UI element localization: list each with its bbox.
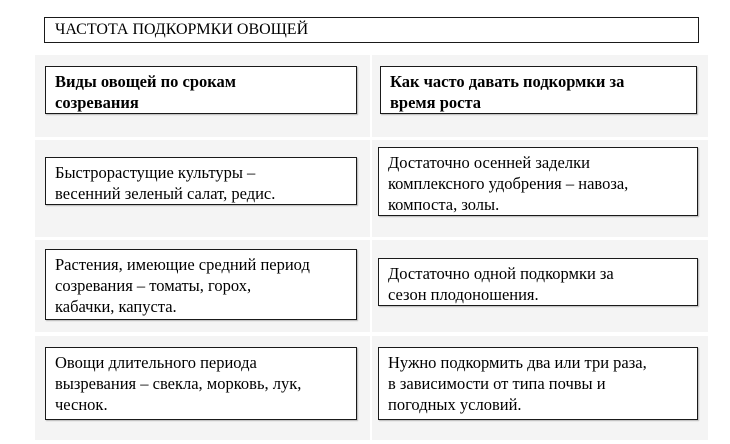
page-title: ЧАСТОТА ПОДКОРМКИ ОВОЩЕЙ xyxy=(44,17,699,43)
row3-feeding-frequency: Нужно подкормить два или три раза, в зависимости от типа почвы и погодных условий. xyxy=(378,347,698,420)
row3-vegetable-type: Овощи длительного периода вызревания – свекла, морковь, лук, чеснок. xyxy=(45,347,357,420)
header-vegetable-types: Виды овощей по срокам созревания xyxy=(45,66,357,114)
row1-feeding-frequency: Достаточно осенней заделки комплексного удобрения – навоза, компоста, золы. xyxy=(378,147,698,216)
header-feeding-frequency: Как часто давать подкормки за время роста xyxy=(380,66,697,114)
row2-vegetable-type: Растения, имеющие средний период созревания – томаты, горох, кабачки, капуста. xyxy=(45,249,357,320)
row2-feeding-frequency: Достаточно одной подкормки за сезон плодоношения. xyxy=(378,258,698,306)
row1-vegetable-type: Быстрорастущие культуры – весенний зеленый салат, редис. xyxy=(45,157,357,205)
